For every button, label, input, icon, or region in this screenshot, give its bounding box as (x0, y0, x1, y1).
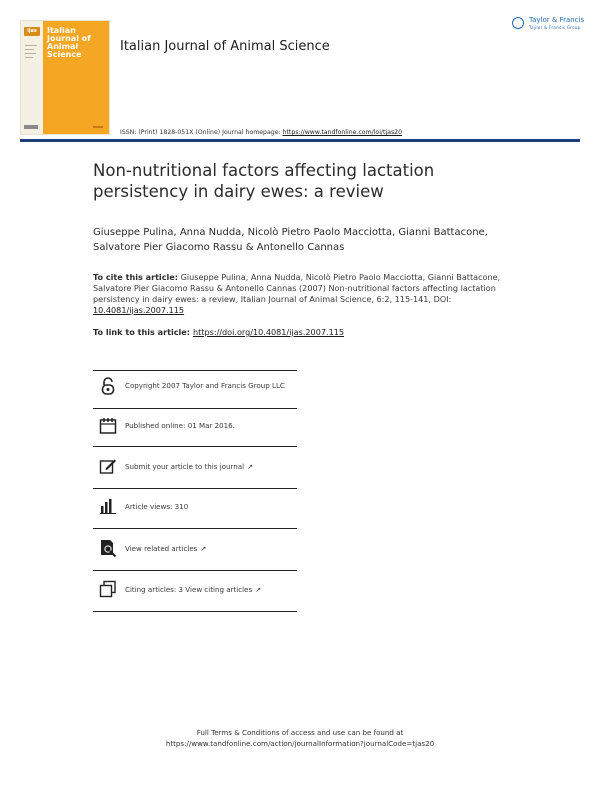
publisher-name: Taylor & Francis (529, 16, 585, 24)
footer-terms-link[interactable]: https://www.tandfonline.com/action/journalInformation?journalCode=tjas20 (165, 739, 435, 748)
edit-pencil-icon (99, 457, 117, 475)
info-row-citing[interactable] (93, 571, 297, 612)
journal-cover-thumbnail (20, 20, 110, 135)
cover-title: Italian Journal of Animal Science (47, 26, 91, 59)
info-row-submit[interactable] (93, 447, 297, 489)
article-authors: Giuseppe Pulina, Anna Nudda, Nicolò Pietro Paolo Macciotta, Gianni Battacone, Salvatore Pier Giacomo Rassu & Antonello Cannas (93, 227, 488, 253)
footer-terms (0, 727, 600, 749)
submit-article-link[interactable] (125, 463, 295, 471)
journal-title: Italian Journal of Animal Science (120, 39, 330, 54)
citation (93, 272, 513, 316)
view-related-text: View related articles (125, 544, 198, 553)
external-link-icon: ↗ (247, 463, 253, 471)
copyright-text: Copyright 2007 Taylor and Francis Group LLC (125, 381, 285, 390)
citing-documents-icon (99, 580, 117, 598)
article-views: Article views: 310 (125, 502, 189, 511)
bar-chart-icon (99, 497, 117, 515)
info-row-related[interactable] (93, 529, 297, 571)
submit-article-text: Submit your article to this journal (125, 462, 245, 471)
view-related-link[interactable] (125, 545, 295, 553)
published-date: Published online: 01 Mar 2016. (125, 421, 235, 430)
link-label: To link to this article: (93, 327, 191, 337)
article-link (93, 327, 344, 337)
citing-articles-text: Citing articles: 3 View citing articles (125, 585, 253, 594)
open-access-lock-icon (99, 377, 117, 395)
cover-text-line (25, 57, 33, 58)
cover-text-line (25, 45, 37, 46)
cover-footer-logo (24, 125, 38, 129)
cover-text-line (25, 49, 34, 50)
footer-terms-text: Full Terms & Conditions of access and use can be found at (196, 728, 404, 737)
cover-logo-text: ijas (27, 28, 37, 34)
cover-footer-mark (93, 126, 103, 128)
publisher-logo[interactable] (512, 16, 584, 36)
info-row-published (93, 409, 297, 447)
cover-side-strip (21, 21, 43, 134)
publisher-tagline: Taylor & Francis Group (529, 25, 581, 30)
publisher-logo-icon (512, 17, 524, 29)
article-title: Non-nutritional factors affecting lactation persistency in dairy ewes: a review (93, 161, 435, 201)
cite-label: To cite this article: (93, 272, 179, 282)
issn-text: ISSN: (Print) 1828-051X (Online) Journal homepage: (120, 129, 283, 136)
article-doi-url[interactable]: https://doi.org/10.4081/ijas.2007.115 (193, 327, 345, 337)
info-row-views (93, 489, 297, 529)
external-link-icon: ↗ (200, 545, 207, 553)
row-divider (93, 611, 297, 612)
header-rule (20, 139, 580, 142)
journal-homepage-link[interactable]: https://www.tandfonline.com/loi/tjas20 (282, 129, 403, 136)
cite-doi-link[interactable]: 10.4081/ijas.2007.115 (93, 305, 185, 315)
calendar-icon (99, 417, 117, 435)
citing-articles-link[interactable] (125, 586, 295, 594)
cite-text: Giuseppe Pulina, Anna Nudda, Nicolò Pietro Paolo Macciotta, Gianni Battacone, Salvatore Pier Giacomo Rassu & Antonello Cannas (2007) Non-nutritional factors affecting lactation persistency in dairy ewes: a review, Italian Journal of Animal Science, 6:2, 115-141, DOI: (93, 272, 501, 304)
cover-logo (24, 27, 40, 36)
info-row-copyright (93, 371, 297, 409)
cover-text-line (25, 53, 36, 54)
issn-line (120, 129, 402, 136)
external-link-icon: ↗ (255, 586, 262, 594)
related-search-icon (99, 539, 117, 557)
